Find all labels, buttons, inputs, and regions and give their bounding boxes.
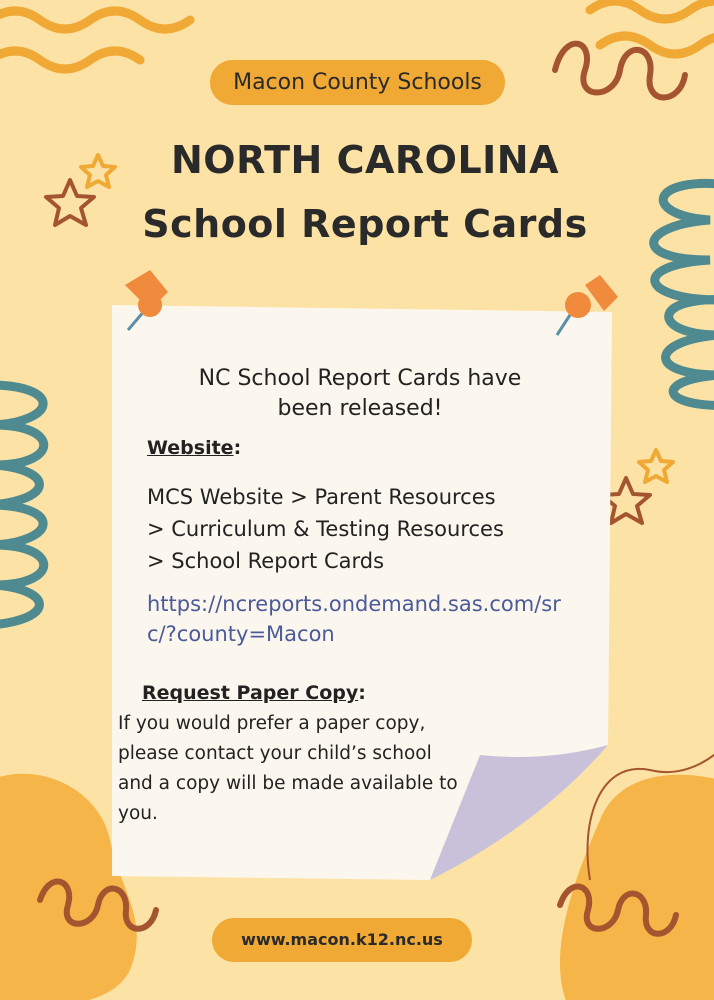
paper-copy-heading [142,682,366,704]
headline-line-1: NC School Report Cards have [198,366,522,391]
report-url-line[interactable]: https://ncreports.ondemand.sas.com/sr [147,592,561,616]
star-icon [639,450,673,482]
path-line: MCS Website > Parent Resources [147,485,496,509]
website-heading [147,437,241,459]
report-url-line[interactable]: c/?county=Macon [147,622,335,646]
paper-copy-heading-colon: : [358,682,366,704]
wave-decoration [0,11,190,69]
website-heading-text: Website [147,437,234,459]
website-heading-colon: : [233,437,242,459]
org-badge: Macon County Schools [210,60,505,105]
paper-copy-line: you. [118,803,158,824]
footer-website-link[interactable]: www.macon.k12.nc.us [212,918,472,962]
paper-copy-line: please contact your child’s school [118,743,432,764]
headline-line-2: been released! [277,396,443,421]
path-line: > School Report Cards [147,549,385,573]
title-line-1: NORTH CAROLINA [170,138,560,182]
paper-copy-line: If you would prefer a paper copy, [118,713,426,734]
scribble-decoration [0,385,44,625]
wave-decoration [590,1,714,54]
path-line: > Curriculum & Testing Resources [147,517,504,541]
paper-copy-heading-text: Request Paper Copy [142,682,359,704]
paper-copy-line: and a copy will be made available to [118,773,458,794]
title-line-2: School Report Cards [142,202,588,246]
